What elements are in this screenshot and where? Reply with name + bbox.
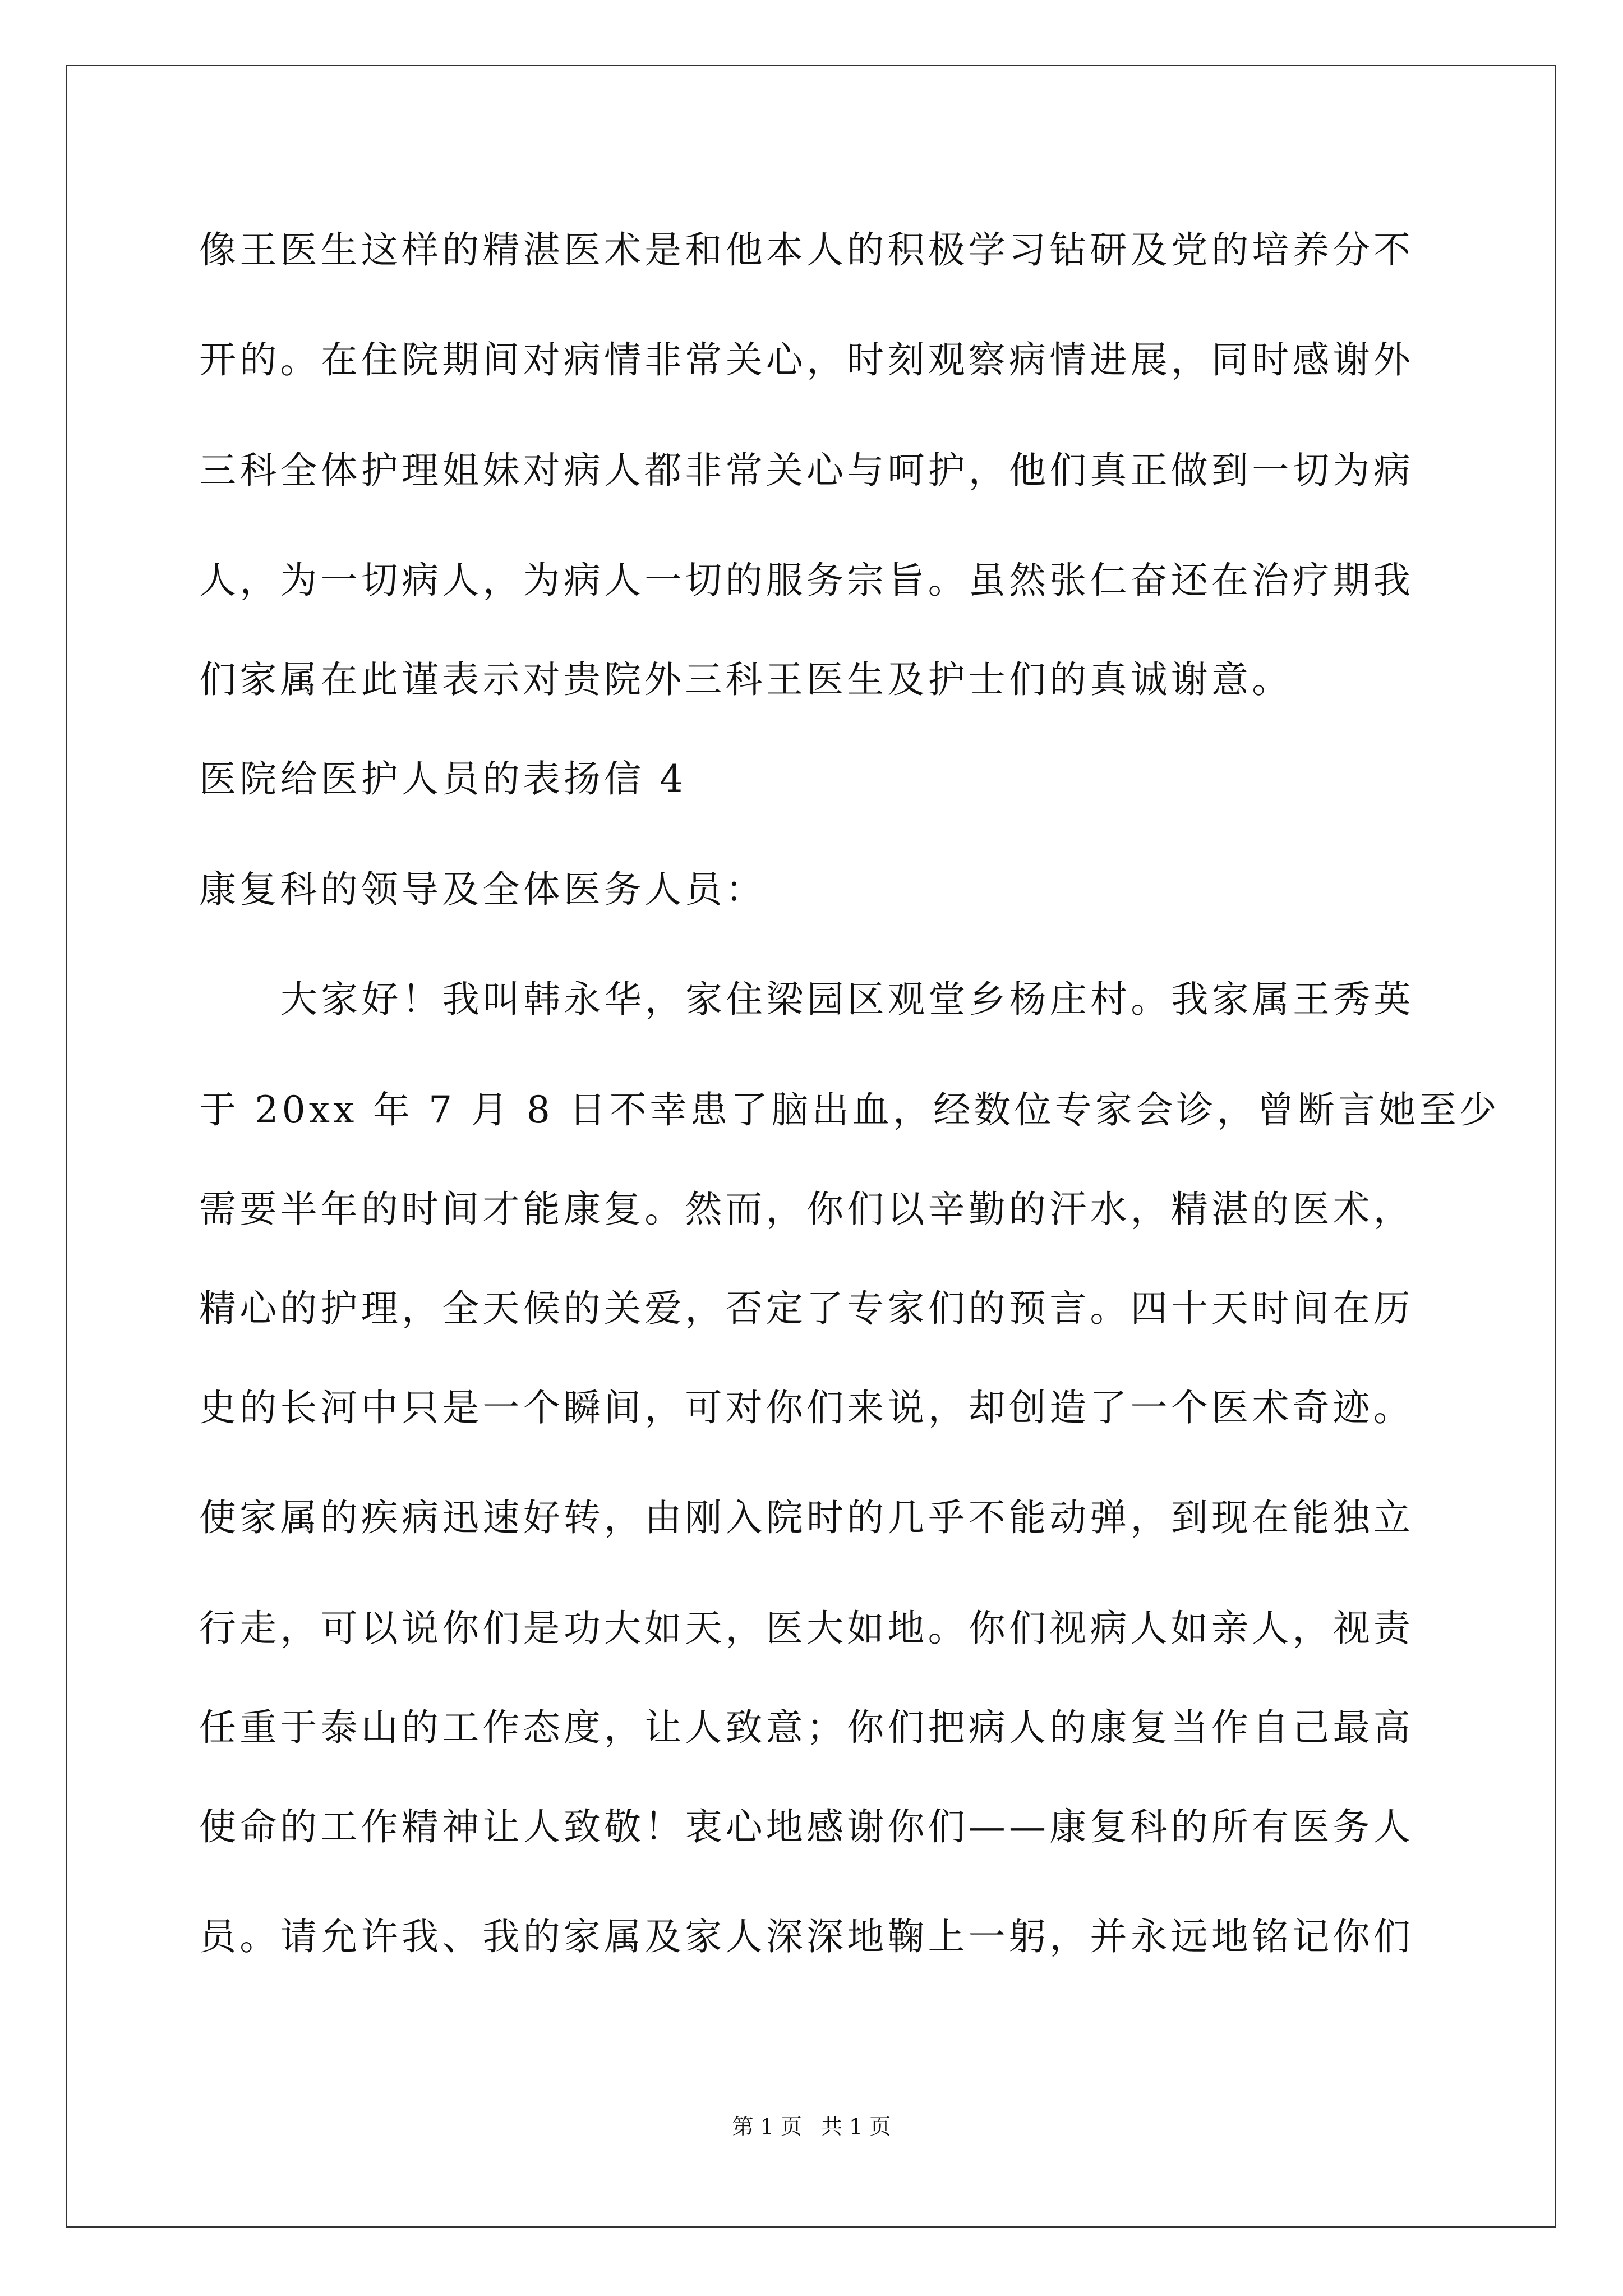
page-footer [0,2113,1623,2141]
body-line-3: 三科全体护理姐妹对病人都非常关心与呵护，他们真正做到一切为病 [199,449,1414,492]
body-line-16: 使命的工作精神让人致敬！衷心地感谢你们——康复科的所有医务人 [199,1805,1414,1848]
body-line-4: 人，为一切病人，为病人一切的服务宗旨。虽然张仁奋还在治疗期我 [199,559,1414,602]
body-line-5: 们家属在此谨表示对贵院外三科王医生及护士们的真诚谢意。 [199,658,1293,701]
body-line-15: 任重于泰山的工作态度，让人致意；你们把病人的康复当作自己最高 [199,1706,1414,1749]
body-line-14: 行走，可以说你们是功大如天，医大如地。你们视病人如亲人，视责 [199,1607,1414,1650]
body-line-9: 于 20xx 年 7 月 8 日不幸患了脑出血，经数位专家会诊，曾断言她至少 [199,1088,1500,1131]
body-line-10: 需要半年的时间才能康复。然而，你们以辛勤的汗水，精湛的医术， [199,1188,1414,1231]
body-line-12: 史的长河中只是一个瞬间，可对你们来说，却创造了一个医术奇迹。 [199,1386,1414,1429]
body-line-2: 开的。在住院期间对病情非常关心，时刻观察病情进展，同时感谢外 [199,338,1414,381]
body-line-11: 精心的护理，全天候的关爱，否定了专家们的预言。四十天时间在历 [199,1287,1414,1330]
body-line-1: 像王医生这样的精湛医术是和他本人的积极学习钻研及党的培养分不 [199,228,1414,272]
letter-heading: 医院给医护人员的表扬信 4 [199,757,687,800]
page-border [66,65,1556,2228]
page-number: 第 1 页 [732,2114,802,2139]
body-line-8: 大家好！我叫韩永华，家住梁园区观堂乡杨庄村。我家属王秀英 [280,978,1414,1021]
page-total: 共 1 页 [821,2114,891,2139]
body-line-17: 员。请允许我、我的家属及家人深深地鞠上一躬，并永远地铭记你们 [199,1915,1414,1958]
salutation: 康复科的领导及全体医务人员： [199,868,766,911]
body-line-13: 使家属的疾病迅速好转，由刚入院时的几乎不能动弹，到现在能独立 [199,1496,1414,1539]
